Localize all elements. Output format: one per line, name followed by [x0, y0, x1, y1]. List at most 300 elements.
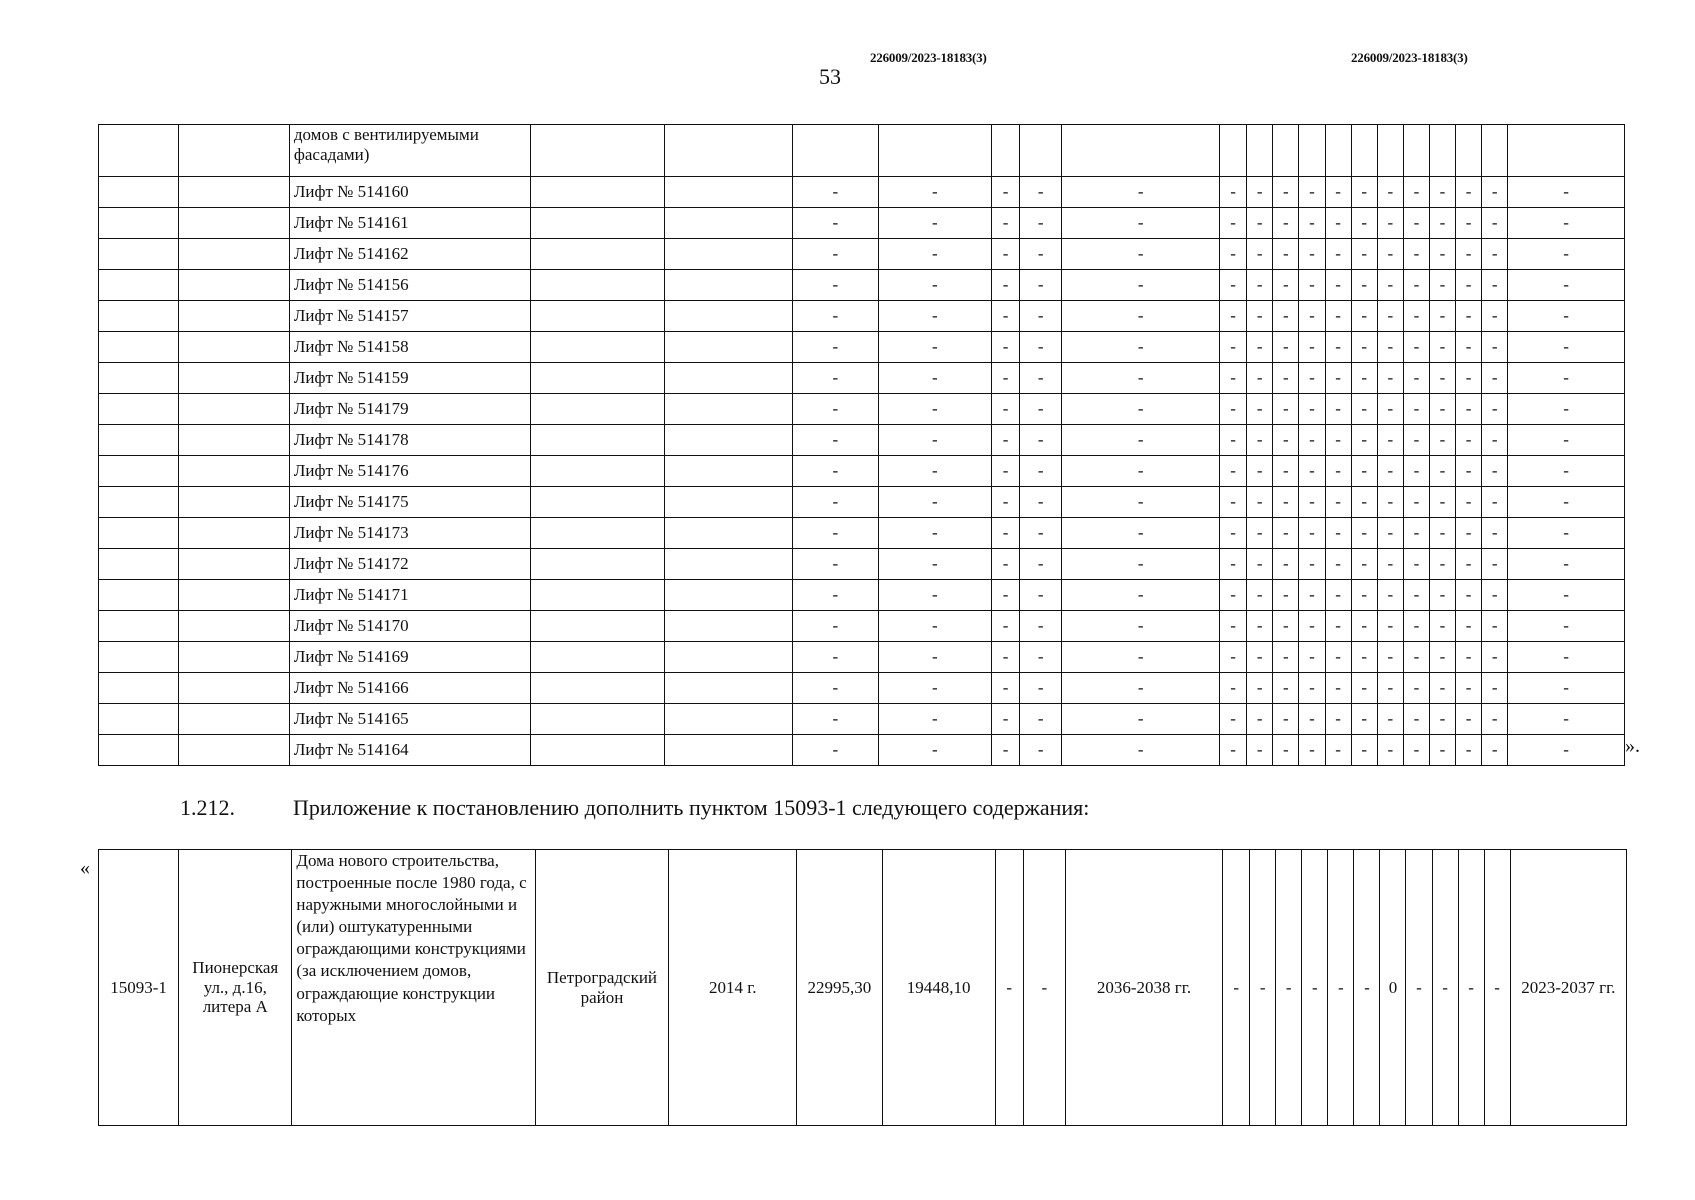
dash-cell: -	[1351, 177, 1377, 208]
dash-cell: -	[1351, 425, 1377, 456]
dash-cell: -	[1482, 642, 1508, 673]
dash-cell: -	[793, 549, 878, 580]
dash-cell: -	[1429, 332, 1455, 363]
dash-cell: -	[1299, 518, 1325, 549]
empty-cell	[179, 673, 290, 704]
dash-cell: -	[1062, 270, 1220, 301]
elevator-name: Лифт № 514176	[289, 456, 530, 487]
dash-cell: -	[1482, 456, 1508, 487]
dash-cell: -	[992, 332, 1020, 363]
dash-cell: -	[1062, 611, 1220, 642]
dash-cell: -	[1351, 456, 1377, 487]
empty-cell	[664, 425, 793, 456]
dash-cell: -	[1429, 704, 1455, 735]
empty-cell	[179, 125, 290, 177]
elevator-name: Лифт № 514169	[289, 642, 530, 673]
dash-cell: -	[1377, 735, 1403, 766]
elevator-row	[99, 270, 1625, 301]
dash-cell: -	[1273, 270, 1299, 301]
dash-cell: -	[1247, 642, 1273, 673]
dash-cell: -	[1325, 177, 1351, 208]
build-year: 2014 г.	[669, 850, 797, 1126]
dash-cell: -	[1220, 673, 1247, 704]
dash-cell: -	[878, 518, 992, 549]
empty-cell	[99, 332, 179, 363]
dash-cell: -	[1456, 301, 1482, 332]
dash-cell: -	[1299, 301, 1325, 332]
dash-cell: -	[1456, 208, 1482, 239]
dash-cell: -	[1247, 239, 1273, 270]
dash-cell: -	[1482, 518, 1508, 549]
dash-cell: -	[1220, 270, 1247, 301]
empty-cell	[99, 518, 179, 549]
dash-cell: -	[1429, 549, 1455, 580]
dash-cell: -	[1351, 208, 1377, 239]
empty-cell	[664, 301, 793, 332]
empty-cell	[1220, 125, 1247, 177]
dash-cell: -	[793, 611, 878, 642]
dash-cell: -	[1377, 611, 1403, 642]
dash-cell: -	[1299, 270, 1325, 301]
empty-cell	[99, 487, 179, 518]
dash-cell: -	[1062, 425, 1220, 456]
dash-cell: -	[992, 704, 1020, 735]
elevator-name: Лифт № 514171	[289, 580, 530, 611]
empty-cell	[664, 518, 793, 549]
dash-cell: -	[878, 270, 992, 301]
dash-cell: -	[1299, 394, 1325, 425]
empty-cell	[179, 332, 290, 363]
dash-cell: -	[1220, 735, 1247, 766]
dash-cell: -	[1508, 301, 1625, 332]
dash-cell: -	[1062, 487, 1220, 518]
dash-cell: -	[1403, 270, 1429, 301]
dash-cell: -	[1020, 549, 1062, 580]
dash-cell: -	[1403, 549, 1429, 580]
description-continuation: домов с вентилируемыми фасадами)	[289, 125, 530, 177]
dash-cell: -	[1429, 363, 1455, 394]
dash-cell: -	[1299, 642, 1325, 673]
empty-cell	[530, 487, 664, 518]
dash-cell: -	[1247, 208, 1273, 239]
elevator-row	[99, 642, 1625, 673]
building-row	[99, 850, 1627, 1126]
building-description: Дома нового строительства, построенные после 1980 года, с наружными многослойными и (или) оштукатуренными ограждающими конструкциями (за исключением домов, ограждающие конструкции которых	[292, 850, 535, 1126]
dash-cell: -	[1020, 239, 1062, 270]
dash-cell: -	[793, 208, 878, 239]
dash-cell: -	[1325, 456, 1351, 487]
empty-cell	[99, 611, 179, 642]
dash-cell: -	[1456, 456, 1482, 487]
elevator-row	[99, 363, 1625, 394]
dash-cell: -	[1325, 270, 1351, 301]
empty-cell	[530, 332, 664, 363]
dash-cell: -	[1299, 704, 1325, 735]
empty-cell	[179, 239, 290, 270]
dash-cell: -	[1220, 394, 1247, 425]
dash-cell: -	[1325, 239, 1351, 270]
doc-number-left: 226009/2023-18183(3)	[870, 50, 987, 65]
empty-cell	[1325, 125, 1351, 177]
empty-cell	[530, 239, 664, 270]
empty-cell	[179, 270, 290, 301]
elevator-name: Лифт № 514170	[289, 611, 530, 642]
dash-cell: -	[1351, 580, 1377, 611]
dash-cell: -	[1377, 177, 1403, 208]
dash-cell: -	[1508, 239, 1625, 270]
dash-cell: -	[1299, 580, 1325, 611]
empty-cell	[530, 363, 664, 394]
empty-cell	[1429, 125, 1455, 177]
dash-cell: -	[1482, 487, 1508, 518]
dash-cell: -	[1020, 735, 1062, 766]
dash-cell: -	[1482, 611, 1508, 642]
dash-cell: -	[992, 270, 1020, 301]
dash-cell: -	[1403, 394, 1429, 425]
elevator-name: Лифт № 514162	[289, 239, 530, 270]
dash-cell: -	[1508, 208, 1625, 239]
cell-c9: -	[1023, 850, 1065, 1126]
paragraph-text: Приложение к постановлению дополнить пунктом 15093-1 следующего содержания:	[293, 795, 1090, 820]
elevator-name: Лифт № 514158	[289, 332, 530, 363]
dash-cell: -	[992, 642, 1020, 673]
dash-cell: -	[992, 673, 1020, 704]
empty-cell	[664, 580, 793, 611]
district: Петроградский район	[535, 850, 668, 1126]
dash-cell: -	[1351, 239, 1377, 270]
dash-cell: -	[992, 425, 1020, 456]
empty-cell	[664, 125, 793, 177]
dash-cell: -	[1482, 239, 1508, 270]
dash-cell: -	[1273, 425, 1299, 456]
dash-cell: -	[1429, 642, 1455, 673]
work-cell: -	[1484, 850, 1510, 1126]
dash-cell: -	[1377, 704, 1403, 735]
dash-cell: -	[878, 673, 992, 704]
work-cell: -	[1458, 850, 1484, 1126]
dash-cell: -	[1325, 425, 1351, 456]
dash-cell: -	[1020, 518, 1062, 549]
area-living: 19448,10	[882, 850, 995, 1126]
dash-cell: -	[1456, 735, 1482, 766]
dash-cell: -	[1325, 487, 1351, 518]
dash-cell: -	[1482, 735, 1508, 766]
empty-cell	[530, 642, 664, 673]
empty-cell	[179, 518, 290, 549]
empty-cell	[99, 394, 179, 425]
dash-cell: -	[1482, 673, 1508, 704]
dash-cell: -	[793, 673, 878, 704]
dash-cell: -	[1351, 332, 1377, 363]
empty-cell	[1351, 125, 1377, 177]
empty-cell	[664, 611, 793, 642]
dash-cell: -	[1508, 518, 1625, 549]
work-cell: -	[1328, 850, 1354, 1126]
elevator-name: Лифт № 514156	[289, 270, 530, 301]
empty-cell	[992, 125, 1020, 177]
dash-cell: -	[1482, 704, 1508, 735]
dash-cell: -	[1377, 394, 1403, 425]
dash-cell: -	[1377, 518, 1403, 549]
dash-cell: -	[1482, 363, 1508, 394]
dash-cell: -	[1456, 642, 1482, 673]
opening-quote: «	[80, 857, 90, 879]
dash-cell: -	[1508, 735, 1625, 766]
elevator-name: Лифт № 514165	[289, 704, 530, 735]
dash-cell: -	[1325, 549, 1351, 580]
empty-cell	[99, 125, 179, 177]
dash-cell: -	[1273, 456, 1299, 487]
dash-cell: -	[1220, 332, 1247, 363]
dash-cell: -	[1456, 332, 1482, 363]
dash-cell: -	[1247, 270, 1273, 301]
elevator-name: Лифт № 514172	[289, 549, 530, 580]
dash-cell: -	[1220, 580, 1247, 611]
dash-cell: -	[1456, 239, 1482, 270]
dash-cell: -	[1482, 580, 1508, 611]
dash-cell: -	[1456, 177, 1482, 208]
dash-cell: -	[1247, 394, 1273, 425]
empty-cell	[664, 239, 793, 270]
dash-cell: -	[793, 642, 878, 673]
elevator-name: Лифт № 514164	[289, 735, 530, 766]
dash-cell: -	[1062, 208, 1220, 239]
empty-cell	[99, 239, 179, 270]
empty-cell	[179, 363, 290, 394]
elevator-row	[99, 704, 1625, 735]
dash-cell: -	[1325, 332, 1351, 363]
dash-cell: -	[1062, 332, 1220, 363]
empty-cell	[530, 456, 664, 487]
dash-cell: -	[1062, 580, 1220, 611]
dash-cell: -	[1220, 363, 1247, 394]
dash-cell: -	[1273, 580, 1299, 611]
dash-cell: -	[1403, 580, 1429, 611]
dash-cell: -	[1325, 518, 1351, 549]
dash-cell: -	[1325, 208, 1351, 239]
dash-cell: -	[992, 363, 1020, 394]
empty-cell	[530, 549, 664, 580]
dash-cell: -	[992, 518, 1020, 549]
empty-cell	[99, 270, 179, 301]
dash-cell: -	[1062, 177, 1220, 208]
dash-cell: -	[992, 239, 1020, 270]
dash-cell: -	[1299, 487, 1325, 518]
dash-cell: -	[878, 394, 992, 425]
dash-cell: -	[1456, 611, 1482, 642]
dash-cell: -	[1403, 425, 1429, 456]
dash-cell: -	[1325, 394, 1351, 425]
dash-cell: -	[1020, 580, 1062, 611]
dash-cell: -	[1482, 208, 1508, 239]
empty-cell	[179, 611, 290, 642]
dash-cell: -	[1062, 301, 1220, 332]
dash-cell: -	[1377, 270, 1403, 301]
dash-cell: -	[1273, 487, 1299, 518]
dash-cell: -	[1325, 704, 1351, 735]
dash-cell: -	[1020, 208, 1062, 239]
empty-cell	[99, 208, 179, 239]
elevator-row	[99, 177, 1625, 208]
dash-cell: -	[1403, 363, 1429, 394]
work-cell: -	[1223, 850, 1250, 1126]
dash-cell: -	[1220, 487, 1247, 518]
dash-cell: -	[793, 518, 878, 549]
empty-cell	[530, 735, 664, 766]
dash-cell: -	[878, 301, 992, 332]
empty-cell	[664, 363, 793, 394]
dash-cell: -	[1456, 580, 1482, 611]
dash-cell: -	[1020, 487, 1062, 518]
dash-cell: -	[1299, 363, 1325, 394]
dash-cell: -	[1482, 549, 1508, 580]
empty-cell	[99, 549, 179, 580]
dash-cell: -	[1403, 301, 1429, 332]
work-cell: -	[1432, 850, 1458, 1126]
dash-cell: -	[1247, 704, 1273, 735]
dash-cell: -	[1325, 301, 1351, 332]
dash-cell: -	[1020, 704, 1062, 735]
elevator-name: Лифт № 514166	[289, 673, 530, 704]
dash-cell: -	[1299, 673, 1325, 704]
dash-cell: -	[1482, 394, 1508, 425]
dash-cell: -	[1351, 642, 1377, 673]
dash-cell: -	[1020, 425, 1062, 456]
dash-cell: -	[793, 332, 878, 363]
dash-cell: -	[1429, 394, 1455, 425]
dash-cell: -	[1020, 270, 1062, 301]
dash-cell: -	[793, 394, 878, 425]
empty-cell	[99, 735, 179, 766]
dash-cell: -	[1456, 363, 1482, 394]
dash-cell: -	[1020, 332, 1062, 363]
elevator-row	[99, 735, 1625, 766]
dash-cell: -	[1220, 642, 1247, 673]
dash-cell: -	[992, 487, 1020, 518]
dash-cell: -	[1325, 642, 1351, 673]
dash-cell: -	[793, 301, 878, 332]
closing-quote: ».	[1625, 735, 1640, 757]
dash-cell: -	[1273, 301, 1299, 332]
dash-cell: -	[878, 239, 992, 270]
elevator-name: Лифт № 514161	[289, 208, 530, 239]
empty-cell	[664, 332, 793, 363]
dash-cell: -	[878, 332, 992, 363]
empty-cell	[664, 642, 793, 673]
empty-cell	[1299, 125, 1325, 177]
dash-cell: -	[1020, 642, 1062, 673]
empty-cell	[99, 673, 179, 704]
empty-cell	[179, 177, 290, 208]
dash-cell: -	[793, 580, 878, 611]
dash-cell: -	[1403, 456, 1429, 487]
dash-cell: -	[1508, 673, 1625, 704]
dash-cell: -	[1351, 487, 1377, 518]
dash-cell: -	[1062, 704, 1220, 735]
empty-cell	[99, 363, 179, 394]
elevator-table	[98, 124, 1625, 766]
dash-cell: -	[1020, 611, 1062, 642]
empty-cell	[530, 394, 664, 425]
paragraph-number: 1.212.	[180, 795, 235, 820]
empty-cell	[664, 549, 793, 580]
elevator-row	[99, 549, 1625, 580]
dash-cell: -	[992, 394, 1020, 425]
empty-cell	[99, 580, 179, 611]
dash-cell: -	[1299, 549, 1325, 580]
dash-cell: -	[1273, 673, 1299, 704]
dash-cell: -	[1062, 363, 1220, 394]
empty-cell	[530, 270, 664, 301]
elevator-name: Лифт № 514175	[289, 487, 530, 518]
dash-cell: -	[1273, 394, 1299, 425]
dash-cell: -	[1456, 394, 1482, 425]
dash-cell: -	[1429, 673, 1455, 704]
dash-cell: -	[1429, 239, 1455, 270]
dash-cell: -	[878, 735, 992, 766]
empty-cell	[179, 394, 290, 425]
empty-cell	[99, 425, 179, 456]
dash-cell: -	[1508, 425, 1625, 456]
elevator-row	[99, 208, 1625, 239]
empty-cell	[664, 735, 793, 766]
dash-cell: -	[878, 642, 992, 673]
empty-cell	[179, 301, 290, 332]
dash-cell: -	[1325, 580, 1351, 611]
work-cell: -	[1276, 850, 1302, 1126]
cell-c8: -	[995, 850, 1023, 1126]
dash-cell: -	[1220, 301, 1247, 332]
dash-cell: -	[1429, 611, 1455, 642]
dash-cell: -	[793, 487, 878, 518]
elevator-name: Лифт № 514179	[289, 394, 530, 425]
dash-cell: -	[1351, 735, 1377, 766]
empty-cell	[1020, 125, 1062, 177]
area-total: 22995,30	[797, 850, 882, 1126]
empty-cell	[1482, 125, 1508, 177]
dash-cell: -	[1220, 208, 1247, 239]
dash-cell: -	[1325, 673, 1351, 704]
elevator-name: Лифт № 514159	[289, 363, 530, 394]
dash-cell: -	[1273, 518, 1299, 549]
dash-cell: -	[878, 177, 992, 208]
empty-cell	[179, 704, 290, 735]
dash-cell: -	[1429, 735, 1455, 766]
doc-number-right: 226009/2023-18183(3)	[1351, 50, 1468, 65]
dash-cell: -	[878, 549, 992, 580]
dash-cell: -	[1273, 208, 1299, 239]
dash-cell: -	[1482, 332, 1508, 363]
dash-cell: -	[1482, 425, 1508, 456]
dash-cell: -	[1247, 425, 1273, 456]
empty-cell	[179, 580, 290, 611]
dash-cell: -	[1429, 518, 1455, 549]
dash-cell: -	[1403, 208, 1429, 239]
dash-cell: -	[1351, 301, 1377, 332]
dash-cell: -	[1220, 456, 1247, 487]
dash-cell: -	[1062, 239, 1220, 270]
empty-cell	[664, 208, 793, 239]
dash-cell: -	[1062, 673, 1220, 704]
dash-cell: -	[1351, 704, 1377, 735]
empty-cell	[179, 487, 290, 518]
dash-cell: -	[1351, 549, 1377, 580]
elevator-name: Лифт № 514173	[289, 518, 530, 549]
dash-cell: -	[1429, 425, 1455, 456]
dash-cell: -	[1299, 208, 1325, 239]
dash-cell: -	[1429, 270, 1455, 301]
empty-cell	[664, 456, 793, 487]
